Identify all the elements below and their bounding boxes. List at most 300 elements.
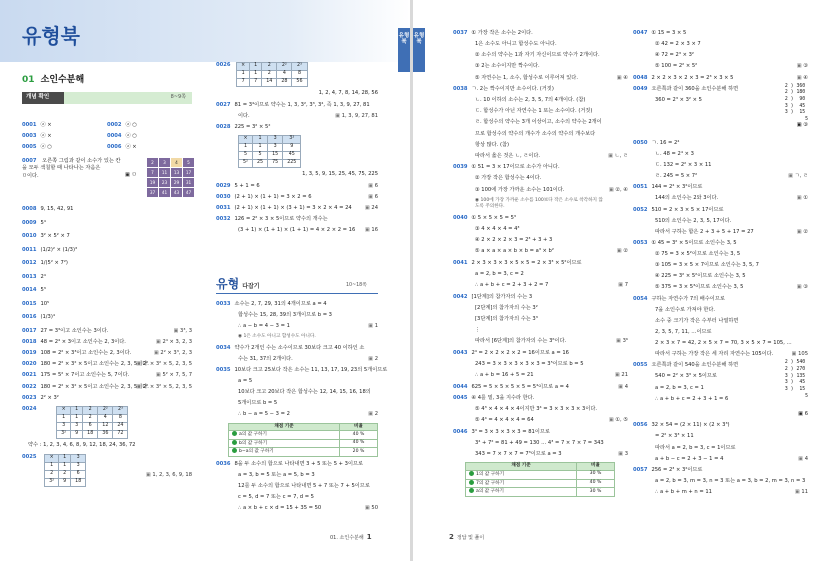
solution-text: [1단계]의 참가자의 수는 3: [471, 293, 533, 300]
answer-value: ▣ 105: [792, 351, 808, 359]
table-cell: 15: [268, 151, 283, 159]
grid-cell: 3: [159, 158, 170, 167]
solution-line: [453, 294, 628, 302]
grid-cell: 4: [171, 158, 182, 167]
solution-text: ① 51 = 3 × 17이므로 소수가 아니다.: [471, 164, 560, 171]
question-number: 0006: [107, 144, 122, 151]
solution-text: 243 = 3 × 3 × 3 × 3 × 3 = 3⁵이므로 b = 5: [475, 360, 584, 367]
score-criterion-text: a의 값 구하기: [239, 432, 267, 438]
solution-line: [453, 305, 628, 313]
table-cell: 8: [292, 70, 307, 78]
q-0049-lines: [633, 86, 808, 105]
note-0039-text: 100에 가장 가까운 소수를 100보다 작은 소수로 착각하지 않도록 주의한다.: [475, 197, 603, 210]
solution-line: [453, 41, 628, 49]
table-row: [57, 422, 128, 430]
solution-text: ㄷ. 합성수가 아닌 자연수는 1 또는 소수이다. (거짓): [475, 108, 593, 115]
table-cell: 1: [59, 454, 71, 462]
footer-page-number: 2: [449, 533, 454, 541]
question-number: 0038: [453, 86, 468, 93]
score-criterion-text: 1의 값 구하기: [476, 471, 505, 477]
text-0024: 약수 : 1, 2, 3, 4, 6, 8, 9, 12, 18, 24, 36, 72: [28, 442, 136, 449]
q-0054: [633, 296, 808, 359]
solution-text: 따라서 구하는 가장 작은 세 자리 자연수는 105이다.: [655, 351, 774, 358]
solution-text: ⑤ 375 = 3 × 5³이므로 소인수는 3, 5: [655, 284, 744, 291]
score-criterion-text: a의 값 구하기: [476, 489, 504, 495]
table-cell: 2: [262, 63, 277, 71]
q-0055-lines: [633, 362, 808, 403]
solution-line: [453, 164, 628, 172]
table-row: [239, 151, 301, 159]
solution-text: 오른쪽과 같이 540을 소인수분해 하면: [651, 362, 739, 369]
solution-line: [453, 75, 628, 83]
answer-0030: ▣ 6: [368, 194, 378, 202]
table-row: [237, 70, 307, 78]
solution-text: ∴ a + b + c = 2 + 3 + 1 = 6: [655, 395, 729, 402]
solution-line: [633, 385, 808, 393]
table-cell: 8: [113, 414, 128, 422]
solution-text: ⑤ a × a × a × b × b = a³ × b²: [475, 248, 554, 255]
q-0032-line-1: 126 = 2² × 3 × 5이므로 약수의 개수는: [234, 216, 328, 223]
answer-value: ▣ ④: [617, 75, 628, 83]
answer-0031: ▣ 24: [365, 205, 378, 213]
solution-text: ③ 105 = 3 × 5 × 7이므로 소인수는 3, 5, 7: [655, 262, 759, 269]
question-number: 0042: [453, 293, 468, 300]
solution-text: a = 2, b = 3, m = 3, n = 3 또는 a = 3, b = 2, m = 3, n = 3: [655, 477, 806, 484]
question-number: 0012: [22, 260, 37, 267]
table-cell: 2: [45, 470, 59, 478]
note-icon: ◉: [238, 334, 244, 340]
answer-text: 48 = 2⁴ × 3이고 소인수는 2, 3이다.: [40, 339, 126, 346]
q-0027: [216, 102, 378, 110]
solution-line: [633, 362, 808, 370]
uh-title-sub: 다잡기: [242, 283, 260, 290]
solution-line: [453, 338, 628, 346]
table-row: [237, 63, 307, 71]
q-0039: [453, 164, 628, 194]
question-number: 0013: [22, 273, 37, 280]
question-number: 0035: [216, 366, 231, 373]
solution-line: [633, 218, 808, 226]
score-criterion-text: b의 값 구하기: [239, 440, 268, 446]
solution-line: [633, 351, 808, 359]
answer-value: ▣ 21: [615, 372, 628, 380]
answer-mark: ▣: [798, 411, 805, 418]
score-criterion-text: b−a의 값 구하기: [239, 449, 274, 455]
solution-text: 소수 중 크기가 작은 수부터 나열하면: [655, 317, 739, 324]
solution-line: [453, 63, 628, 71]
table-cell: ×: [239, 135, 253, 143]
answer-text: 27 = 3³이고 소인수는 3이다.: [40, 327, 109, 334]
answer-item: [22, 122, 107, 130]
solution-line: [633, 489, 808, 497]
grid-cell: 11: [159, 168, 170, 177]
solution-line: [453, 131, 628, 139]
solution-text: ④ 4를 밑, 3을 지수라 한다.: [471, 395, 535, 402]
table-cell: 45: [283, 151, 301, 159]
solution-text: a + b − c = 2 + 3 − 1 = 4: [655, 455, 724, 462]
q-0028-table-wrap: [216, 135, 378, 168]
answer-value: ▣ ②: [617, 248, 628, 256]
answers-c-list: [22, 328, 192, 402]
solution-text: ㄷ. 132 = 2² × 3 × 11: [655, 162, 712, 169]
question-number: 0022: [22, 383, 37, 390]
answer-0049: ③: [803, 122, 808, 129]
solution-line: [453, 440, 628, 448]
table-cell: 2: [262, 70, 277, 78]
answer-value: 9, 15, 42, 91: [40, 206, 74, 213]
solution-text: 1은 소수도 아니고 합성수도 아니다.: [475, 41, 557, 48]
q-0041: [453, 260, 628, 290]
solution-line: [633, 86, 808, 94]
solution-text: ∴ a + b + m + n = 11: [655, 489, 712, 496]
q-0048-text: 2 × 2 × 3 × 2 × 3 = 2³ × 3 × 5: [651, 74, 734, 81]
q-0033-line-3: ∴ a − b = 4 − 3 = 1: [238, 323, 290, 330]
note-0033: 1은 소수도 아니고 합성수도 아니다.: [243, 334, 316, 340]
question-number: 0015: [22, 300, 37, 307]
answer-0044: ▣ 4: [618, 384, 628, 392]
table-row: [239, 159, 301, 167]
answer-text: 108 = 2² × 3³이고 소인수는 2, 3이다.: [40, 350, 132, 357]
solution-line: [633, 318, 808, 326]
answers-a-grid: [22, 122, 192, 152]
solution-line: [453, 142, 628, 150]
grid-cell: 2: [147, 158, 158, 167]
answer-value: ⓐ ○: [125, 122, 137, 128]
q-0025: [22, 454, 192, 487]
score-ratio: 비율: [577, 463, 615, 471]
answer-item: [22, 133, 107, 141]
grid-cell: 13: [171, 168, 182, 177]
answer-item: [22, 260, 192, 268]
answer-value: ▣ 11: [795, 489, 808, 497]
side-tab: 유형북: [413, 28, 425, 72]
table-cell: 3: [57, 422, 71, 430]
answer-value: ㅁ: [131, 171, 137, 178]
answer-text: 180 = 2² × 3² × 5이고 소인수는 2, 3, 5이다.: [40, 383, 149, 390]
uh-divider: [216, 293, 378, 294]
solution-line: [633, 340, 808, 348]
q-0032-cont: [216, 227, 378, 235]
solution-line: [633, 273, 808, 281]
q-0027-cont: [216, 113, 378, 121]
grid-cell: 5: [183, 158, 194, 167]
q-0036: [216, 461, 378, 513]
solution-text: ⑤ 4⁴ = 4 × 4 × 4 = 64: [475, 417, 534, 424]
answer-item: [107, 122, 192, 130]
answer-item: [107, 144, 192, 152]
left-page: [0, 0, 410, 561]
table-cell: ×: [57, 406, 71, 414]
table-cell: 3: [268, 135, 283, 143]
answer-0034: ▣ 2: [368, 356, 378, 364]
solution-text: ③ 4 × 4 × 4 = 4³: [475, 226, 520, 233]
solution-line: [453, 215, 628, 223]
q-0050: [633, 140, 808, 181]
answer-0055: 6: [804, 411, 808, 418]
grid-cell: 23: [159, 178, 170, 187]
answer-item: [22, 328, 192, 336]
section-number: 01: [22, 75, 35, 85]
score-ratio: 40 %: [340, 439, 378, 448]
table-cell: 1: [45, 462, 59, 470]
solution-line: [453, 153, 628, 161]
solution-text: 2 × 3 × 7 = 42, 2 × 5 × 7 = 70, 3 × 5 × 7 = 105, …: [655, 340, 792, 347]
side-tab: 유형북: [398, 28, 410, 72]
footer-text: 정답 및 풀이: [456, 535, 485, 541]
book-title: 유형북: [22, 24, 80, 48]
solution-text: 구하는 자연수가 7의 배수이므로: [651, 295, 725, 302]
answer-value: 10⁵: [40, 300, 50, 307]
table-cell: 2: [59, 470, 71, 478]
solution-text: ② 75 = 3 × 5²이므로 소인수는 3, 5: [655, 251, 741, 258]
question-number: 0018: [22, 339, 37, 346]
answer-0049-row: [633, 122, 808, 130]
uh-pages: 10~18쪽: [346, 283, 367, 288]
subsection-bar: [22, 92, 192, 104]
right-col-2: [633, 30, 808, 500]
answer-value: (1/3)⁴: [40, 314, 55, 321]
score-table-0046: [465, 462, 615, 497]
question-number: 0051: [633, 184, 648, 191]
solution-line: [633, 173, 808, 181]
question-number: 0016: [22, 314, 37, 321]
solution-text: ④ 225 = 3² × 5²이므로 소인수는 3, 5: [655, 273, 746, 280]
solution-text: ㄱ. 16 = 2⁴: [651, 139, 680, 146]
solution-text: 따라서 [6단계]의 참가자의 수는 3⁶이다.: [475, 338, 567, 345]
answer-0048: ▣ ④: [797, 75, 808, 83]
solution-line: [453, 52, 628, 60]
q-0027-line-2: 이다.: [238, 112, 250, 119]
solution-line: [633, 52, 808, 60]
question-number: 0033: [216, 301, 231, 307]
q-0033-line-1: 소수는 2, 7, 29, 31의 4개이므로 a = 4: [234, 301, 327, 307]
prime-grid: [147, 158, 194, 197]
q-0046: [453, 429, 628, 459]
solution-text: = 2² × 3³ × 11: [655, 433, 694, 440]
answer-value: 1/(5² × 7²): [40, 260, 68, 267]
table-cell: 3²: [283, 135, 301, 143]
step-dot-icon: [232, 440, 237, 445]
answer-0033: ▣ 1: [368, 323, 378, 331]
question-number: 0001: [22, 122, 37, 128]
solution-line: [633, 207, 808, 215]
step-dot-icon: [232, 448, 237, 453]
solution-line: [633, 97, 808, 105]
question-number: 0037: [453, 30, 468, 36]
solution-text: 540 = 2² × 3³ × 5이므로: [655, 373, 717, 380]
answer-item: [22, 372, 192, 380]
solution-line: [453, 395, 628, 403]
solution-text: ㄹ. 합성수의 약수는 3개 이상이고, 소수의 약수는 2개이: [475, 119, 602, 126]
section-title: [22, 74, 84, 87]
question-number: 0021: [22, 372, 37, 379]
question-number: 0054: [633, 295, 648, 302]
table-cell: 28: [277, 78, 292, 86]
solution-text: 3⁴ = 3 × 3 × 3 × 3 = 81이므로: [471, 428, 550, 435]
table-cell: 9: [71, 430, 83, 438]
table-cell: 2²: [98, 406, 113, 414]
step-dot-icon: [232, 431, 237, 436]
uh-title: [216, 276, 260, 293]
question-number: 0017: [22, 327, 37, 334]
grid-cell: 31: [183, 178, 194, 187]
answer-value: ▣ 3³, 3: [173, 328, 192, 336]
question-number: 0010: [22, 233, 37, 240]
question-number: 0028: [216, 123, 231, 130]
grid-cell: 43: [171, 188, 182, 197]
score-ratio: 30 %: [577, 488, 615, 497]
question-number: 0002: [107, 122, 122, 128]
solution-text: ③ 2는 소수이지만 짝수이다.: [475, 63, 540, 70]
solution-text: ㄱ. 2는 짝수이지만 소수이다. (거짓): [471, 86, 554, 93]
score-row: [466, 463, 615, 471]
table-cell: 56: [292, 78, 307, 86]
footer-text: 01. 소인수분해: [330, 535, 364, 541]
q-0036-line-5: ∴ a × b + c × d = 15 + 35 = 50: [238, 505, 322, 512]
solution-line: [633, 296, 808, 304]
solution-text: ① 5 × 5 × 5 = 5³: [471, 215, 516, 221]
solution-line: [453, 271, 628, 279]
q-0034-line-2: 수는 31, 37의 2개이다.: [238, 355, 293, 362]
q-0057: [633, 467, 808, 497]
question-number: 0029: [216, 182, 231, 189]
solution-text: 144의 소인수는 2와 3이다.: [655, 195, 719, 202]
q-0053: [633, 240, 808, 292]
q-0042: [453, 294, 628, 346]
answer-value: ▣ 2² × 3³, 2, 3: [154, 350, 192, 358]
answer-value: ▣ ①: [797, 195, 808, 203]
answer-value: ▣ 3⁶: [616, 338, 628, 346]
answer-text: 2² × 3²: [40, 394, 59, 401]
question-number: 0048: [633, 74, 648, 81]
solution-line: [453, 316, 628, 324]
grid-cell: 37: [147, 188, 158, 197]
answers-b-list: [22, 206, 192, 322]
question-number: 0041: [453, 259, 468, 266]
answer-value: ⓐ ×: [40, 133, 52, 140]
score-ratio: 40 %: [340, 431, 378, 440]
solution-text: ⑤ 4³ × 4 × 4 × 4이지만 3⁴ = 3 × 3 × 3 × 3이다.: [475, 406, 598, 413]
solution-line: [633, 151, 808, 159]
answer-item: [22, 384, 192, 392]
solution-text: 2 × 3 × 3 × 3 × 5 × 5 = 2 × 3³ × 5²이므로: [471, 259, 582, 266]
solution-text: 256 = 2³ × 3²이므로: [651, 466, 703, 473]
solution-text: 므로 합성수의 약수의 개수가 소수의 약수의 개수보다: [475, 130, 596, 137]
table-row: [45, 462, 86, 470]
q-0035-line-3: 10보다 크고 20보다 작은 합성수는 12, 14, 15, 16, 18의: [238, 389, 371, 396]
division-0049: 2 ) 360 2 ) 180 2 ) 90 3 ) 45 3 ) 15 5: [784, 83, 808, 123]
q-0049: [633, 83, 808, 130]
solution-text: ① 45 = 3² × 5이므로 소인수는 3, 5: [651, 239, 737, 246]
score-criterion: [229, 423, 340, 431]
solution-text: ㄴ. 10 이하의 소수는 2, 3, 5, 7의 4개이다. (참): [475, 97, 586, 104]
table-cell: 7: [250, 78, 262, 86]
solution-text: ② 42 = 2 × 3 × 7: [655, 41, 701, 48]
question-number: 0009: [22, 219, 37, 226]
table-cell: 2²: [277, 63, 292, 71]
solution-line: [633, 30, 808, 38]
q-0007-line-3: ㅁ이다.: [22, 172, 39, 179]
question-number: 0014: [22, 287, 37, 294]
solution-text: ① 15 = 3 × 5: [651, 30, 687, 36]
solution-line: [633, 63, 808, 71]
solution-line: [633, 445, 808, 453]
footer-left: [330, 532, 372, 542]
score-criterion-text: 7의 값 구하기: [476, 480, 505, 486]
solution-text: [3단계]의 참가자의 수는 3³: [475, 315, 538, 322]
answer-item: [22, 339, 192, 347]
solution-line: [453, 451, 628, 459]
table-cell: 1: [71, 414, 83, 422]
q-0029-text: 5 + 1 = 6: [234, 182, 260, 189]
solution-text: ③ 100에 가장 가까운 소수는 101이다.: [475, 186, 565, 193]
solution-line: [633, 184, 808, 192]
grid-cell: 47: [183, 188, 194, 197]
answer-text: 175 = 5² × 7이고 소인수는 5, 7이다.: [40, 372, 130, 379]
score-criterion-text: 채점 기준: [511, 463, 531, 469]
question-number: 0034: [216, 344, 231, 351]
solution-text: ⋮: [475, 327, 481, 334]
q-0029: [216, 183, 378, 191]
q-0051: [633, 184, 808, 203]
solution-text: 32 × 54 = (2 × 11) × (2 × 3³): [651, 422, 730, 429]
solution-line: [633, 373, 808, 381]
table-cell: 1: [252, 135, 267, 143]
footer-right: [449, 532, 484, 542]
solution-line: [633, 41, 808, 49]
score-table-0035: [228, 423, 378, 458]
table-cell: 1: [239, 143, 253, 151]
table-cell: 4: [98, 414, 113, 422]
table-row: [57, 414, 128, 422]
score-criterion: [229, 439, 340, 448]
question-number: 0020: [22, 361, 37, 368]
table-cell: 18: [83, 430, 98, 438]
subsection-pages: 8~9쪽: [170, 94, 186, 100]
note-icon: ◉: [475, 197, 481, 203]
question-number: 0053: [633, 239, 648, 246]
division-0055: 2 ) 540 2 ) 270 3 ) 135 3 ) 45 3 ) 15 5: [784, 360, 808, 399]
left-col-2: [216, 62, 378, 239]
answer-value: 5³: [40, 287, 46, 294]
score-row: [466, 479, 615, 488]
q-0034-line-1: 약수가 2개인 수는 소수이므로 30보다 크고 40 이하인 소: [234, 344, 365, 351]
step-dot-icon: [469, 488, 474, 493]
table-cell: 25: [252, 159, 267, 167]
question-number: 0031: [216, 205, 231, 212]
q-0026: [216, 62, 378, 87]
solution-line: [453, 86, 628, 94]
score-criterion: [466, 463, 577, 471]
score-row: [229, 431, 378, 440]
grid-cell: 7: [147, 168, 158, 177]
table-row: [57, 430, 128, 438]
score-ratio: 비율: [340, 423, 378, 431]
answer-item: [22, 361, 192, 369]
solution-text: ∴ a + b + c = 2 + 3 + 2 = 7: [475, 282, 549, 289]
grid-cell: 29: [171, 178, 182, 187]
solution-line: [633, 162, 808, 170]
table-row: [45, 478, 86, 486]
table-cell: 1: [250, 70, 262, 78]
q-0035: [216, 366, 388, 457]
table-cell: ×: [45, 454, 59, 462]
answer-item: [22, 233, 192, 241]
score-ratio: 20 %: [340, 448, 378, 457]
score-row: [229, 423, 378, 431]
q-0036-line-4: c = 5, d = 7 또는 c = 7, d = 5: [238, 494, 314, 501]
solution-line: [633, 478, 808, 486]
